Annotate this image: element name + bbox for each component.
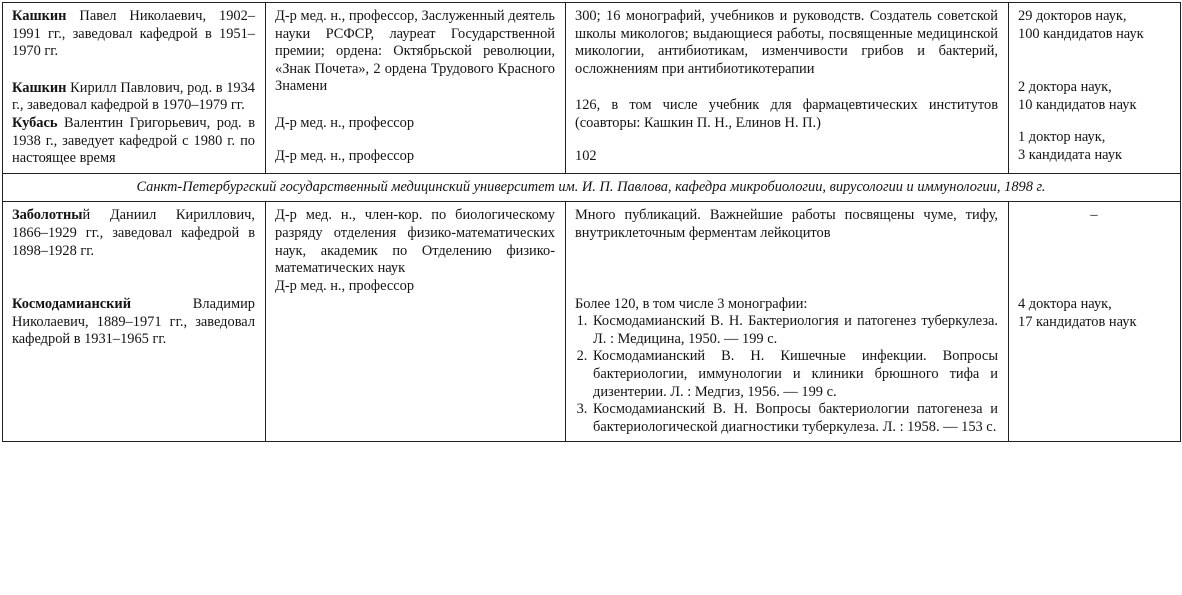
title-cell bbox=[266, 202, 566, 442]
person-kosmodamiansky: Космодамианский Владимир Николаевич, 1889–1971 гг., заведовал кафедрой в 1931–1965 гг. bbox=[12, 296, 255, 348]
works-text: 126, в том числе учебник для фармацевтических институтов (соавторы: Кашкин П. Н., Елинов Н. П.) bbox=[575, 97, 998, 131]
title-text: Д-р мед. н., член-кор. по биологическому разряду отделения физико-математических наук, академик по Отделению физико-математических наук bbox=[275, 207, 555, 277]
works-list bbox=[575, 313, 998, 436]
person-zabolotny: Заболотный Даниил Кириллович, 1866–1929 гг., заведовал кафедрой в 1898–1928 гг. bbox=[12, 207, 255, 259]
works-intro: Более 120, в том числе 3 монографии: bbox=[575, 295, 808, 312]
section-heading-row bbox=[3, 173, 1181, 202]
students-cell: – 4 доктора наук, 17 кандидатов наук bbox=[1009, 202, 1181, 442]
students-cell: 29 докторов наук, 100 кандидатов наук 2 доктора наук, 10 кандидатов наук 1 доктор наук, 3 кандидата наук bbox=[1009, 3, 1181, 174]
title-cell bbox=[266, 3, 566, 174]
no-students-dash: – bbox=[1090, 207, 1098, 224]
person-kashkin-pn: Кашкин Павел Николаевич, 1902–1991 гг., заведовал кафедрой в 1951–1970 гг. bbox=[12, 8, 255, 60]
title-text: Д-р мед. н., профессор, Заслуженный деятель науки РСФСР, лауреат Государственной премии; ордена: Октябрьской революции, «Знак Почета», 2 ордена Трудового Красного Знамени bbox=[275, 8, 555, 95]
works-cell bbox=[566, 202, 1009, 442]
staff-table bbox=[2, 2, 1181, 442]
works-cell bbox=[566, 3, 1009, 174]
title-text: Д-р мед. н., профессор bbox=[275, 147, 415, 164]
title-text: Д-р мед. н., профессор bbox=[275, 277, 415, 294]
table-row bbox=[3, 202, 1181, 442]
list-item: 1. Космодамианский В. Н. Бактериология и патогенез туберкулеза. Л. : Медицина, 1950. — 199 с. bbox=[591, 313, 998, 348]
works-text: 102 bbox=[575, 147, 597, 164]
list-item: 3. Космодамианский В. Н. Вопросы бактериологии патогенеза и бактериологической диагностики туберкулеза. Л. : 1958. — 153 с. bbox=[591, 401, 998, 436]
works-text: 300; 16 монографий, учебников и руководств. Создатель советской школы микологов; выдающиеся работы, посвященные медицинской микологии, антибиотикам, изменчивости грибов и бактерий, осложнениям при антибиотикотерапии bbox=[575, 8, 998, 77]
section-heading: Санкт-Петербургский государственный медицинский университет им. И. П. Павлова, кафедра микробиологии, вирусологии и иммунологии, 1898 г. bbox=[3, 173, 1181, 202]
person-kashkin-kp: Кашкин Кирилл Павлович, род. в 1934 г., заведовал кафедрой в 1970–1979 гг. bbox=[12, 79, 255, 114]
works-text: Много публикаций. Важнейшие работы посвящены чуме, тифу, внутриклеточным ферментам лейкоцитов bbox=[575, 207, 998, 241]
name-cell bbox=[3, 3, 266, 174]
name-cell bbox=[3, 202, 266, 442]
table-row bbox=[3, 3, 1181, 174]
person-kubas: Кубась Валентин Григорьевич, род. в 1938 г., заведует кафедрой с 1980 г. по настоящее время bbox=[12, 114, 255, 167]
title-text: Д-р мед. н., профессор bbox=[275, 114, 415, 131]
list-item: 2. Космодамианский В. Н. Кишечные инфекции. Вопросы бактериологии, иммунологии и клиники брюшного тифа и дизентерии. Л. : Медгиз, 1956. — 199 с. bbox=[591, 348, 998, 401]
